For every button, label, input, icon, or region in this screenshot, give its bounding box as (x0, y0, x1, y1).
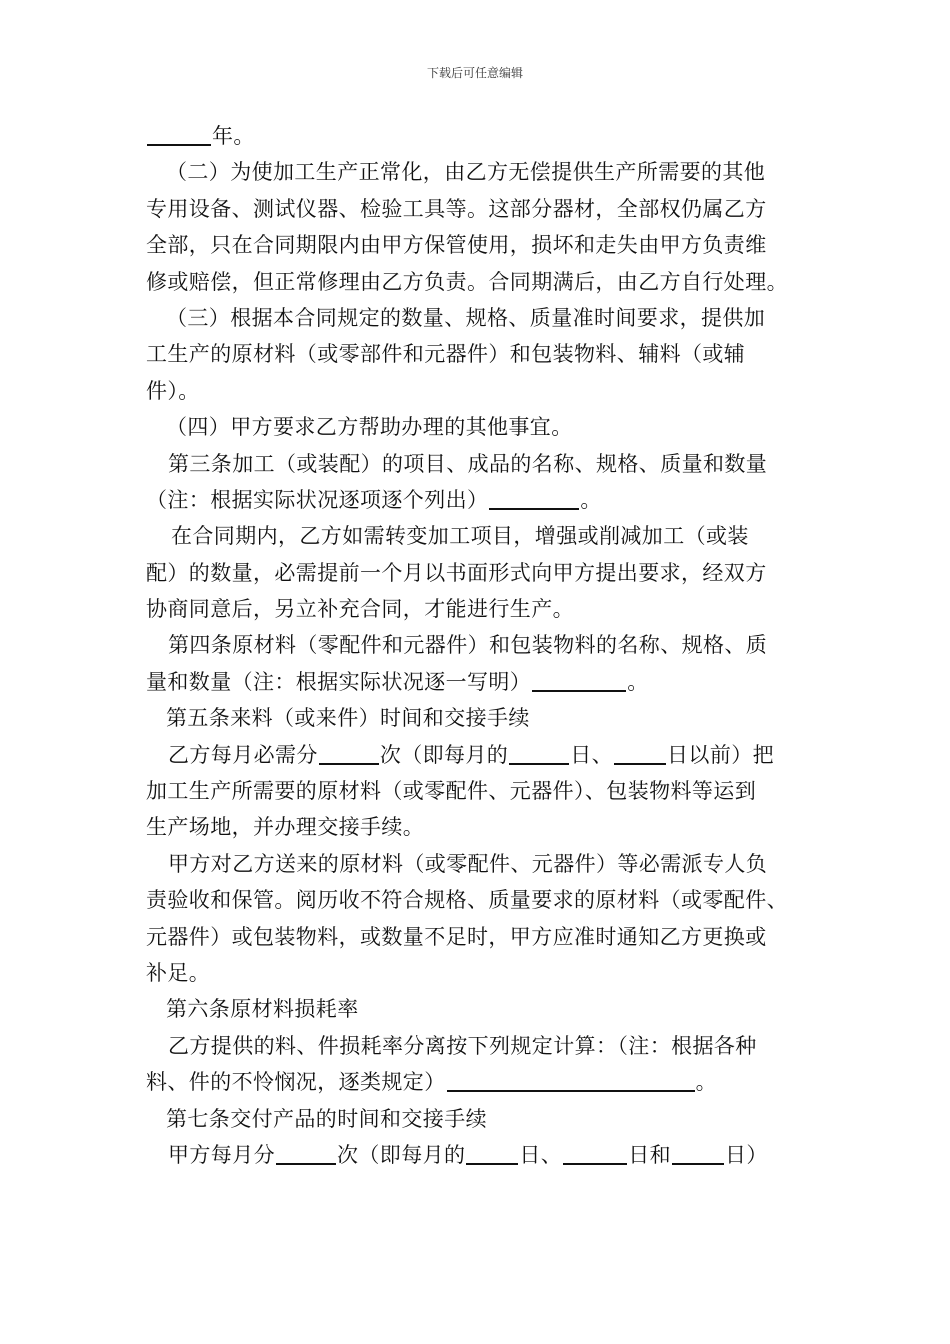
text-run: （四）甲方要求乙方帮助办理的其他事宜。 (166, 415, 573, 440)
text-run: 工生产的原材料（或零部件和元器件）和包装物料、辅料（或辅 (146, 342, 746, 367)
fill-in-blank (509, 745, 569, 765)
text-run: 日、 (570, 742, 614, 767)
text-line (146, 336, 816, 372)
fill-in-blank (276, 1145, 336, 1165)
text-line (146, 446, 816, 482)
text-run: 。 (580, 487, 602, 512)
text-line (146, 373, 816, 409)
text-run: 料、件的不怜悯况，逐类规定） (146, 1070, 446, 1095)
text-run: 协商同意后，另立补充合同，才能进行生产。 (146, 597, 574, 622)
text-line (146, 300, 816, 336)
text-run: 日） (725, 1142, 768, 1167)
page-header: 下载后可任意编辑 (426, 66, 523, 80)
text-run: 日以前）把 (667, 742, 775, 767)
text-line (146, 809, 816, 845)
text-run: 配）的数量，必需提前一个月以书面形式向甲方提出要求，经双方 (146, 560, 767, 585)
text-run: 责验收和保管。阅历收不符合规格、质量要求的原材料（或零配件、 (146, 888, 788, 913)
text-run: 第七条交付产品的时间和交接手续 (166, 1106, 487, 1131)
text-line (146, 1137, 816, 1173)
text-line (146, 118, 816, 154)
text-run: 元器件）或包装物料，或数量不足时，甲方应准时通知乙方更换或 (146, 924, 767, 949)
text-line (146, 518, 816, 554)
text-run: 次（即每月的 (379, 742, 509, 767)
text-run: 。 (695, 1070, 718, 1095)
text-line (146, 191, 816, 227)
text-line (146, 882, 816, 918)
text-run: 量和数量（注：根据实际状况逐一写明） (146, 669, 532, 694)
document-body (146, 118, 816, 1173)
text-run: 次（即每月的 (337, 1142, 466, 1167)
text-run: 修或赔偿，但正常修理由乙方负责。合同期满后，由乙方自行处理。 (146, 269, 788, 294)
text-run: （注：根据实际状况逐项逐个列出） (146, 487, 489, 512)
text-line (146, 1028, 816, 1064)
text-line (146, 591, 816, 627)
text-line (146, 409, 816, 445)
text-line (146, 955, 816, 991)
fill-in-blank (447, 1072, 695, 1092)
text-line (146, 264, 816, 300)
text-line (146, 700, 816, 736)
text-run: 第四条原材料（零配件和元器件）和包装物料的名称、规格、质 (168, 633, 768, 658)
text-run: 第五条来料（或来件）时间和交接手续 (166, 706, 530, 731)
text-run: 日、 (519, 1142, 563, 1167)
text-run: 加工生产所需要的原材料（或零配件、元器件）、包装物料等运到 (146, 779, 757, 804)
fill-in-blank (147, 126, 211, 146)
text-run: 乙方每月必需分 (168, 742, 318, 767)
fill-in-blank (563, 1145, 627, 1165)
text-run: 甲方对乙方送来的原材料（或零配件、元器件）等必需派专人负 (168, 851, 768, 876)
text-run: 日和 (628, 1142, 672, 1167)
text-run: 乙方提供的料、件损耗率分离按下列规定计算：（注：根据各种 (168, 1033, 757, 1058)
text-run: （三）根据本合同规定的数量、规格、质量准时间要求，提供加 (166, 305, 766, 330)
text-line (146, 154, 816, 190)
text-line (146, 1101, 816, 1137)
fill-in-blank (672, 1145, 724, 1165)
text-line (146, 482, 816, 518)
text-line (146, 846, 816, 882)
text-line (146, 737, 816, 773)
fill-in-blank (532, 672, 626, 692)
text-run: 在合同期内，乙方如需转变加工项目，增强或削减加工（或装 (171, 524, 749, 549)
fill-in-blank (466, 1145, 518, 1165)
text-line (146, 919, 816, 955)
text-run: 甲方每月分 (168, 1142, 275, 1167)
text-run: 第三条加工（或装配）的项目、成品的名称、规格、质量和数量 (168, 451, 768, 476)
text-line (146, 227, 816, 263)
text-run: 专用设备、测试仪器、检验工具等。这部分器材，全部权仍属乙方 (146, 196, 767, 221)
text-line (146, 627, 816, 663)
text-line (146, 1064, 816, 1100)
text-run: 全部，只在合同期限内由甲方保管使用，损坏和走失由甲方负责维 (146, 233, 767, 258)
fill-in-blank (489, 490, 579, 510)
text-line (146, 773, 816, 809)
fill-in-blank (319, 745, 379, 765)
text-run: 生产场地，并办理交接手续。 (146, 815, 425, 840)
text-run: 补足。 (146, 960, 211, 985)
text-line (146, 664, 816, 700)
text-run: 年。 (212, 124, 255, 148)
fill-in-blank (614, 745, 666, 765)
text-line (146, 991, 816, 1027)
text-line (146, 555, 816, 591)
text-run: （二）为使加工生产正常化，由乙方无偿提供生产所需要的其他 (166, 160, 766, 185)
text-run: 。 (627, 669, 649, 694)
text-run: 第六条原材料损耗率 (166, 997, 359, 1022)
text-run: 件）。 (146, 378, 200, 403)
